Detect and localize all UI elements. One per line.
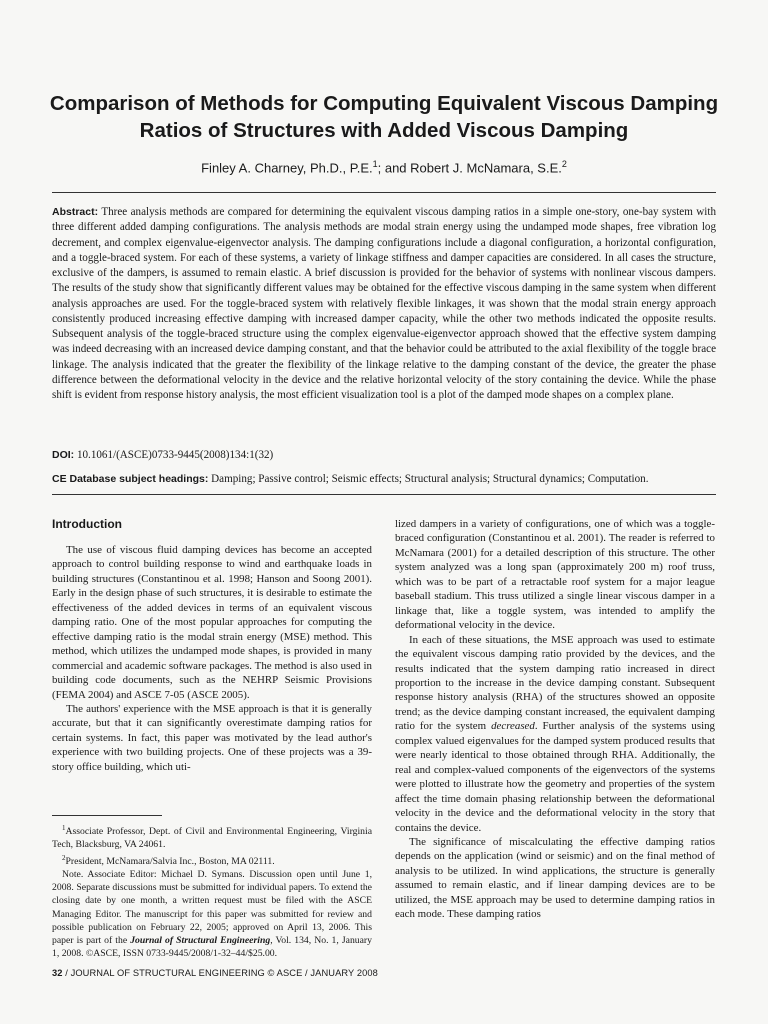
abstract xyxy=(52,205,716,403)
author-2-affil: 2 xyxy=(561,159,567,169)
paragraph: The use of viscous fluid damping devices has become an accepted approach to control building response to wind and earthquake loads in building structures (Constantinou et al. 1998; Hanson and Soong 2001). Early in the design phase of such structures, it is desirable to estimate the effectiveness of the added devices in terms of an equivalent viscous damping ratio. One of the most popular approaches for computing the effective damping ratio is the modal strain energy (MSE) method. This method, which utilizes the undamped mode shapes, is provided in many commercial and academic software packages. The method is also used in building code documents, such as the NEHRP Seismic Provisions (FEMA 2004) and ASCE 7-05 (ASCE 2005). xyxy=(52,544,372,701)
header-rule xyxy=(52,192,716,193)
paragraph: The significance of miscalculating the effective damping ratios depends on the application (wind or seismic) and on the final method of analysis to be utilized. In wind applications, the structure is generally assumed to remain elastic, and if linear damping devices are to be utilized, the MSE approach may be used to determine damping ratios in each mode. These damping ratios xyxy=(395,835,715,921)
doi-label: DOI: xyxy=(52,449,75,461)
emphasis: decreased xyxy=(491,720,535,733)
abstract-label: Abstract: xyxy=(52,206,99,218)
footnote-1: $^1$Associate Professor, Dept. of Civil and Environmental Engineering, Virginia Tech, Blacksburg, VA 24061. xyxy=(52,824,372,851)
left-column xyxy=(52,517,372,774)
author-line xyxy=(30,155,738,177)
page-footer xyxy=(52,968,378,978)
abstract-text: Three analysis methods are compared for determining the equivalent viscous damping ratios in a simple one-story, one-bay system with three different added damping configurations. The analysis methods are modal strain energy using the undamped mode shapes, free vibration log decrement, and complex eigenvalue-eigenvector analysis. The damping configurations include a diagonal configuration, a horizontal configuration, and a toggle-braced system. For each of these systems, a variety of linkage stiffness and damper capacities are considered. In all cases the structure, exclusive of the dampers, is assumed to remain elastic. A brief discussion is provided for the behavior of systems with nonlinear viscous dampers. The results of the study show that significantly different values may be obtained for the effective viscous damping in the same system when different analysis approaches are used. For the toggle-braced system with relatively flexible linkages, it was shown that the modal strain energy approach consistently produced increasing effective damping with increased damper capacity, while the other two methods indicated the opposite results. Subsequent analysis of the toggle-braced structure using the complex eigenvalue-eigenvector approach showed that the effective system damping was indeed decreasing with an increased device damping constant, and that the behavior could be attributed to the axial flexibility of the toggle brace linkage. The analysis indicated that the greater the flexibility of the linkage relative to the damping constant of the device, the greater the phase difference between the deformational velocity in the device and the relative horizontal velocity of the story containing the device. While the phase shift is evident from response history analysis, the most efficient visualization tool is a plot of the damped mode shapes on a complex plane. xyxy=(52,206,716,401)
section-heading-introduction: Introduction xyxy=(52,517,122,531)
author-1-affil: 1 xyxy=(372,159,378,169)
author-separator: ; and Robert J. McNamara, S.E. xyxy=(377,160,562,176)
subject-value: Damping; Passive control; Seismic effects; Structural analysis; Structural dynamics; Computation. xyxy=(208,473,649,485)
abstract-rule xyxy=(52,494,716,495)
paragraph: lized dampers in a variety of configurations, one of which was a toggle-braced configuration (Constantinou et al. 2001). The reader is referred to McNamara (2001) for a detailed description of this structure. The other system analyzed was a long span (approximately 200 m) roof truss, which was to be part of a retractable roof system for a major league baseball stadium. This truss utilized a single linear viscous damper in a linkage that, like a toggle system, was intended to amplify the deformational velocity in the device. xyxy=(395,518,715,632)
page-number: 32 xyxy=(52,968,63,978)
paper-title: Comparison of Methods for Computing Equivalent Viscous Damping Ratios of Structures with Added Viscous Damping xyxy=(49,92,719,142)
doi-line xyxy=(52,448,716,463)
running-footer: / JOURNAL OF STRUCTURAL ENGINEERING © ASCE / JANUARY 2008 xyxy=(62,968,378,978)
journal-name: Journal of Structural Engineering xyxy=(130,935,271,947)
footnotes xyxy=(52,822,372,961)
subject-headings xyxy=(52,472,716,487)
editorial-note: Note. Associate Editor: Michael D. Symans. Discussion open until June 1, 2008. Separate discussions must be submitted for individual papers. To extend the closing date by one month, a written request must be filed with the ASCE Managing Editor. The manuscript for this paper was submitted for review and possible publication on February 22, 2005; approved on April 13, 2006. This paper is part of the Journal of Structural Engineering, Vol. 134, No. 1, January 1, 2008. ©ASCE, ISSN 0733-9445/2008/1-32–44/$25.00. xyxy=(52,869,372,960)
subject-label: CE Database subject headings: xyxy=(52,473,209,485)
paragraph: The authors' experience with the MSE approach is that it is generally accurate, but that it can significantly overestimate damping ratios for certain systems. In fact, this paper was motivated by the lead author's experience with two building projects. One of these projects was a 39-story office building, which uti- xyxy=(52,702,372,773)
paragraph: In each of these situations, the MSE approach was used to estimate the equivalent viscous damping ratio provided by the devices, and the results indicated that the system damping ratio increased in direct proportion to the increase in the device damping constant. Subsequent response history analysis (RHA) of the structures showed an opposite trend; as the device damping constant increased, the equivalent damping ratio for the system decreased. Further analysis of the systems using complex valued eigenvalues for the damped system produced results that were nearly identical to those obtained through RHA. Additionally, the real and complex-valued components of the eigenvectors of the systems were plotted to illustrate how the geometry and properties of the system affect the time domain phasing relationship between the deformational velocity in the device and the deformational velocity in the story that contains the device. xyxy=(395,633,715,834)
doi-value: 10.1061/(ASCE)0733-9445(2008)134:1(32) xyxy=(74,449,274,461)
footnote-rule xyxy=(52,815,162,816)
footnote-2: $^2$President, McNamara/Salvia Inc., Boston, MA 02111. xyxy=(62,853,275,867)
right-column xyxy=(395,517,715,922)
author-1: Finley A. Charney, Ph.D., P.E. xyxy=(201,160,373,176)
